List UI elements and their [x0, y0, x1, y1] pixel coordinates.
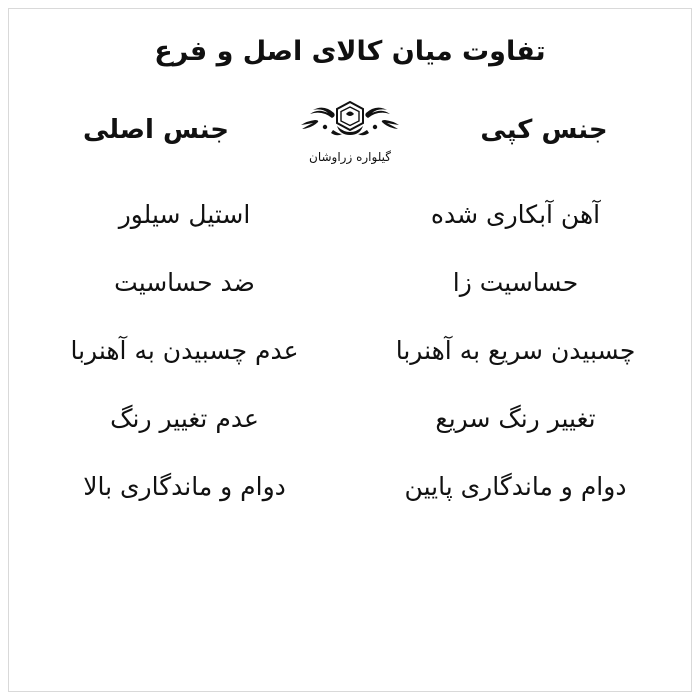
row-copy-value: حساسیت زا — [452, 267, 579, 297]
table-row — [24, 248, 676, 316]
row-copy-value: چسبیدن سریع به آهنربا — [395, 335, 636, 365]
page-title: تفاوت میان کالای اصل و فرع — [154, 36, 546, 67]
table-row — [24, 316, 676, 384]
column-header-copy: جنس کپی — [480, 115, 608, 146]
ornament-icon — [275, 96, 425, 148]
row-original-value: عدم تغییر رنگ — [110, 403, 259, 433]
table-row — [24, 452, 676, 520]
brand-caption: گیلواره زراوشان — [309, 150, 391, 165]
row-copy-value: تغییر رنگ سریع — [435, 403, 596, 433]
row-copy-value: آهن آبکاری شده — [430, 199, 601, 229]
brand-logo — [266, 96, 434, 164]
comparison-rows — [24, 180, 676, 520]
row-original-value: استیل سیلور — [118, 199, 251, 229]
table-row — [24, 384, 676, 452]
row-original-value: دوام و ماندگاری بالا — [83, 471, 286, 501]
column-headers — [24, 84, 676, 176]
column-header-original: جنس اصلی — [82, 115, 230, 146]
row-original-value: عدم چسبیدن به آهنربا — [70, 335, 299, 365]
table-row — [24, 180, 676, 248]
row-copy-value: دوام و ماندگاری پایین — [404, 471, 627, 501]
content-area — [10, 10, 690, 690]
row-original-value: ضد حساسیت — [114, 267, 255, 297]
